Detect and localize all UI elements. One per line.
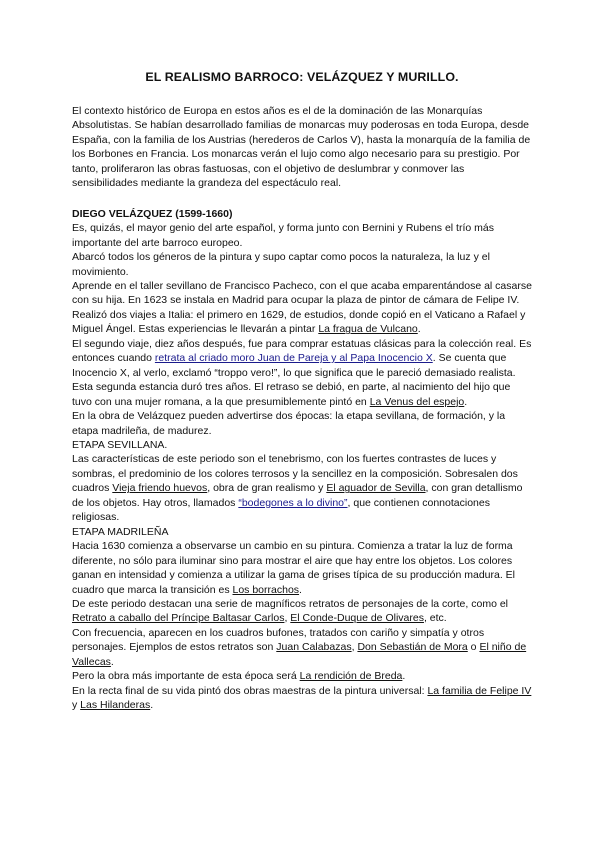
text-span: Hacia 1630 comienza a observarse un cambio en su pintura. Comienza a tratar la luz de forma diferente, no sólo para iluminar sino para mostrar el aire que hay entre los objetos. Los colores ganan en intensidad y comienza a utilizar la gama de grises típica de su producción madura. El cuadro que marca la transición es — [72, 540, 516, 596]
paragraph-pacheco: Aprende en el taller sevillano de Francisco Pacheco, con el que acaba emparentándose al casarse con su hija. En 1623 se instala en Madrid para ocupar la plaza de pintor de cámara de Felipe IV. — [72, 279, 532, 307]
paragraph-first-trip — [72, 308, 532, 337]
paragraph-sevillana — [72, 452, 532, 524]
link-la-venus-del-espejo[interactable]: La Venus del espejo — [369, 395, 465, 408]
document-page — [72, 70, 532, 713]
link-la-familia-de-felipe-iv[interactable]: La familia de Felipe IV — [427, 684, 532, 697]
link-conde-duque-de-olivares[interactable]: El Conde-Duque de Olivares — [290, 612, 424, 625]
text-span: , que contienen connotaciones religiosas. — [72, 496, 490, 524]
document-title: EL REALISMO BARROCO: VELÁZQUEZ Y MURILLO. — [145, 70, 459, 84]
text-span: , — [351, 641, 358, 654]
text-span: Las características de este periodo son el tenebrismo, con los fuertes contrastes de luces y sombras, el predominio de los colores terrosos y la sencillez en la composición. Sobresalen dos cuadros — [72, 453, 518, 495]
heading-etapa-sevillana: ETAPA SEVILLANA. — [72, 438, 168, 451]
text-span: . — [150, 699, 154, 712]
link-la-fragua-de-vulcano[interactable]: La fragua de Vulcano — [318, 323, 418, 336]
text-span: De este periodo destacan una serie de magníficos retratos de personajes de la corte, como el — [72, 597, 509, 610]
text-span: , — [284, 612, 291, 625]
paragraph-genres: Abarcó todos los géneros de la pintura y supo captar como pocos la naturaleza, la luz y el movimiento. — [72, 251, 490, 278]
text-span: Con frecuencia, aparecen en los cuadros bufones, tratados con cariño y simpatía y otros personajes. Ejemplos de estos retratos son — [72, 626, 485, 654]
link-don-sebastian-de-mora[interactable]: Don Sebastián de Mora — [357, 641, 468, 654]
text-span: , con gran detallismo de los objetos. Hay otros, llamados — [72, 482, 523, 509]
paragraph-genius: Es, quizás, el mayor genio del arte español, y forma junto con Bernini y Rubens el trío más importante del arte barroco europeo. — [72, 222, 494, 249]
paragraph-second-trip — [72, 337, 532, 409]
link-el-nino-de-vallecas[interactable]: El niño de Vallecas — [72, 641, 527, 668]
link-vieja-friendo-huevos[interactable]: Vieja friendo huevos — [112, 482, 208, 495]
text-span: . — [110, 655, 114, 668]
paragraph-bufones — [72, 626, 532, 669]
paragraph-two-periods: En la obra de Velázquez pueden advertirse dos épocas: la etapa sevillana, de formación, y la etapa madrileña, de madurez. — [72, 410, 506, 437]
paragraph-final-works — [72, 684, 532, 713]
text-span: . Se cuenta que Inocencio X, al verlo, exclamó “troppo vero!”, lo que significa que le pareció demasiado realista. Esta segunda estancia duró tres años. El retraso se debió, en parte, al nacimiento del hijo que tuvo con una mujer romana, a la que presumiblemente pintó en — [72, 352, 516, 408]
text-span: . — [402, 670, 406, 683]
text-span: y — [72, 699, 81, 712]
link-juan-calabazas[interactable]: Juan Calabazas — [276, 641, 352, 654]
intro-paragraph: El contexto histórico de Europa en estos años es el de la dominación de las Monarquías Absolutistas. Se habían desarrollado familias de monarcas muy poderosas en toda Europa, desde España, con la familia de los Austrias (herederos de Carlos V), hasta la monarquía de la familia de los Borbones en Francia. Los monarcas verán el lujo como algo necesario para su prestigio. Por tanto, proliferaron las obras fastuosas, con el objetivo de deslumbrar y conmover las sensibilidades mediante la grandeza del espectáculo real. — [72, 105, 531, 190]
heading-etapa-madrilena: ETAPA MADRILEÑA — [72, 525, 169, 538]
link-la-rendicion-de-breda[interactable]: La rendición de Breda — [299, 670, 403, 683]
text-span: . — [464, 395, 468, 408]
paragraph-court-portraits — [72, 597, 532, 626]
paragraph-breda — [72, 669, 532, 683]
text-span: En la recta final de su vida pintó dos obras maestras de la pintura universal: — [72, 684, 428, 697]
text-span: . — [417, 323, 421, 336]
section-heading-velazquez: DIEGO VELÁZQUEZ (1599-1660) — [72, 207, 233, 220]
link-las-hilanderas[interactable]: Las Hilanderas — [80, 699, 151, 712]
link-el-aguador-de-sevilla[interactable]: El aguador de Sevilla — [326, 482, 426, 495]
text-span: Pero la obra más importante de esta época será — [72, 670, 300, 683]
link-retrato-baltasar-carlos[interactable]: Retrato a caballo del Príncipe Baltasar Carlos — [72, 612, 285, 625]
text-span: El segundo viaje, diez años después, fue para comprar estatuas clásicas para la colección real. Es entonces cuando — [72, 337, 532, 365]
link-bodegones-a-lo-divino[interactable]: “bodegones a lo divino” — [238, 496, 348, 509]
link-juan-de-pareja-inocencio-x[interactable]: retrata al criado moro Juan de Pareja y al Papa Inocencio X — [154, 352, 433, 365]
text-span: , obra de gran realismo y — [207, 482, 327, 495]
paragraph-madrilena — [72, 539, 532, 597]
text-span: . — [299, 583, 302, 596]
text-span: o — [467, 641, 480, 654]
text-span: , etc. — [423, 612, 447, 625]
link-los-borrachos[interactable]: Los borrachos — [232, 583, 300, 596]
text-span: Realizó dos viajes a Italia: el primero en 1629, de estudios, donde copió en el Vaticano a Rafael y Miguel Ángel. Estas experiencias le llevarán a pintar — [72, 308, 526, 336]
